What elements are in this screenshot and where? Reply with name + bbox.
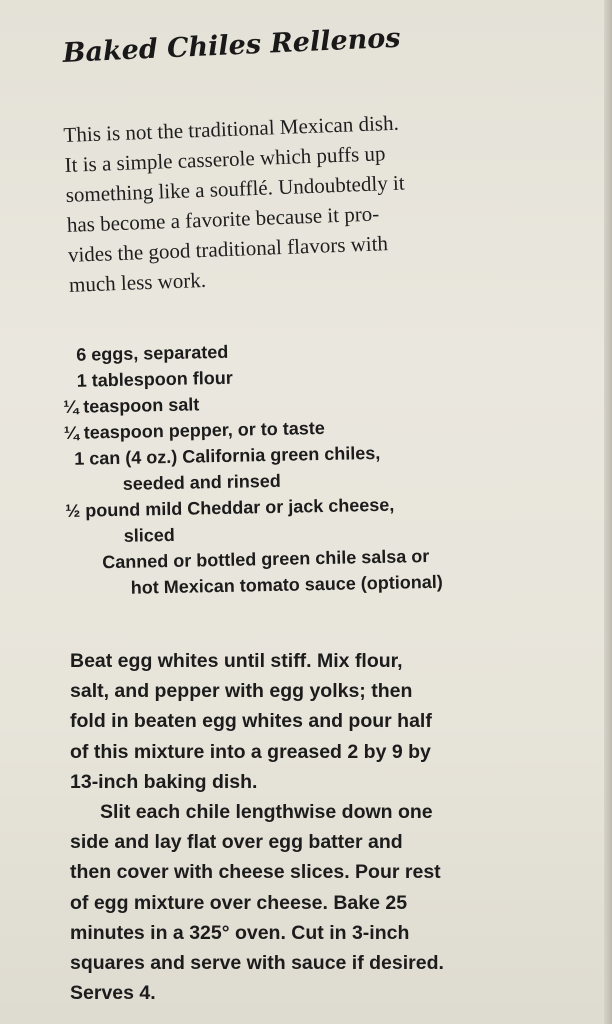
method-line: minutes in a 325° oven. Cut in 3-inch: [70, 921, 410, 944]
intro-paragraph: [63, 101, 579, 300]
ingredient-item: ½ pound mild Cheddar or jack cheese,: [65, 494, 395, 521]
ingredient-item: 1 tablespoon flour: [76, 367, 233, 391]
ingredient-item: 1 can (4 oz.) California green chiles,: [74, 442, 381, 469]
ingredient-item: ¼ teaspoon pepper, or to taste: [63, 417, 325, 443]
method-line: 13-inch baking dish.: [70, 770, 258, 793]
ingredient-continuation: sliced: [123, 524, 175, 546]
method-line: fold in beaten egg whites and pour half: [70, 710, 432, 733]
method-line: Beat egg whites until stiff. Mix flour,: [70, 650, 403, 672]
method-line: squares and serve with sauce if desired.: [70, 952, 444, 975]
method-line: then cover with cheese slices. Pour rest: [70, 861, 441, 884]
page-spine-edge: [604, 0, 612, 1024]
ingredient-item: Canned or bottled green chile salsa or: [102, 545, 430, 573]
method-line: salt, and pepper with egg yolks; then: [70, 680, 413, 703]
method-line: Slit each chile lengthwise down one: [100, 801, 433, 824]
intro-line: has become a favorite because it pro-: [66, 201, 380, 237]
method-line: Serves 4.: [70, 982, 156, 1005]
ingredient-item: 6 eggs, separated: [76, 341, 229, 365]
intro-line: vides the good traditional flavors with: [67, 231, 389, 267]
intro-line: much less work.: [68, 267, 207, 297]
intro-line: It is a simple casserole which puffs up: [64, 141, 386, 177]
ingredient-item: ¼ teaspoon salt: [63, 394, 200, 417]
method-line: of egg mixture over cheese. Bake 25: [70, 891, 408, 914]
ingredient-continuation: seeded and rinsed: [122, 470, 281, 494]
method-text: [70, 646, 585, 1008]
ingredient-list: [62, 332, 587, 602]
method-line: side and lay flat over egg batter and: [70, 831, 403, 854]
recipe-title: Baked Chiles Rellenos: [62, 22, 402, 69]
intro-line: This is not the traditional Mexican dish.: [63, 110, 400, 147]
ingredient-continuation: hot Mexican tomato sauce (optional): [130, 571, 443, 598]
intro-line: something like a soufflé. Undoubtedly it: [65, 170, 406, 207]
method-line: of this mixture into a greased 2 by 9 by: [70, 740, 431, 763]
